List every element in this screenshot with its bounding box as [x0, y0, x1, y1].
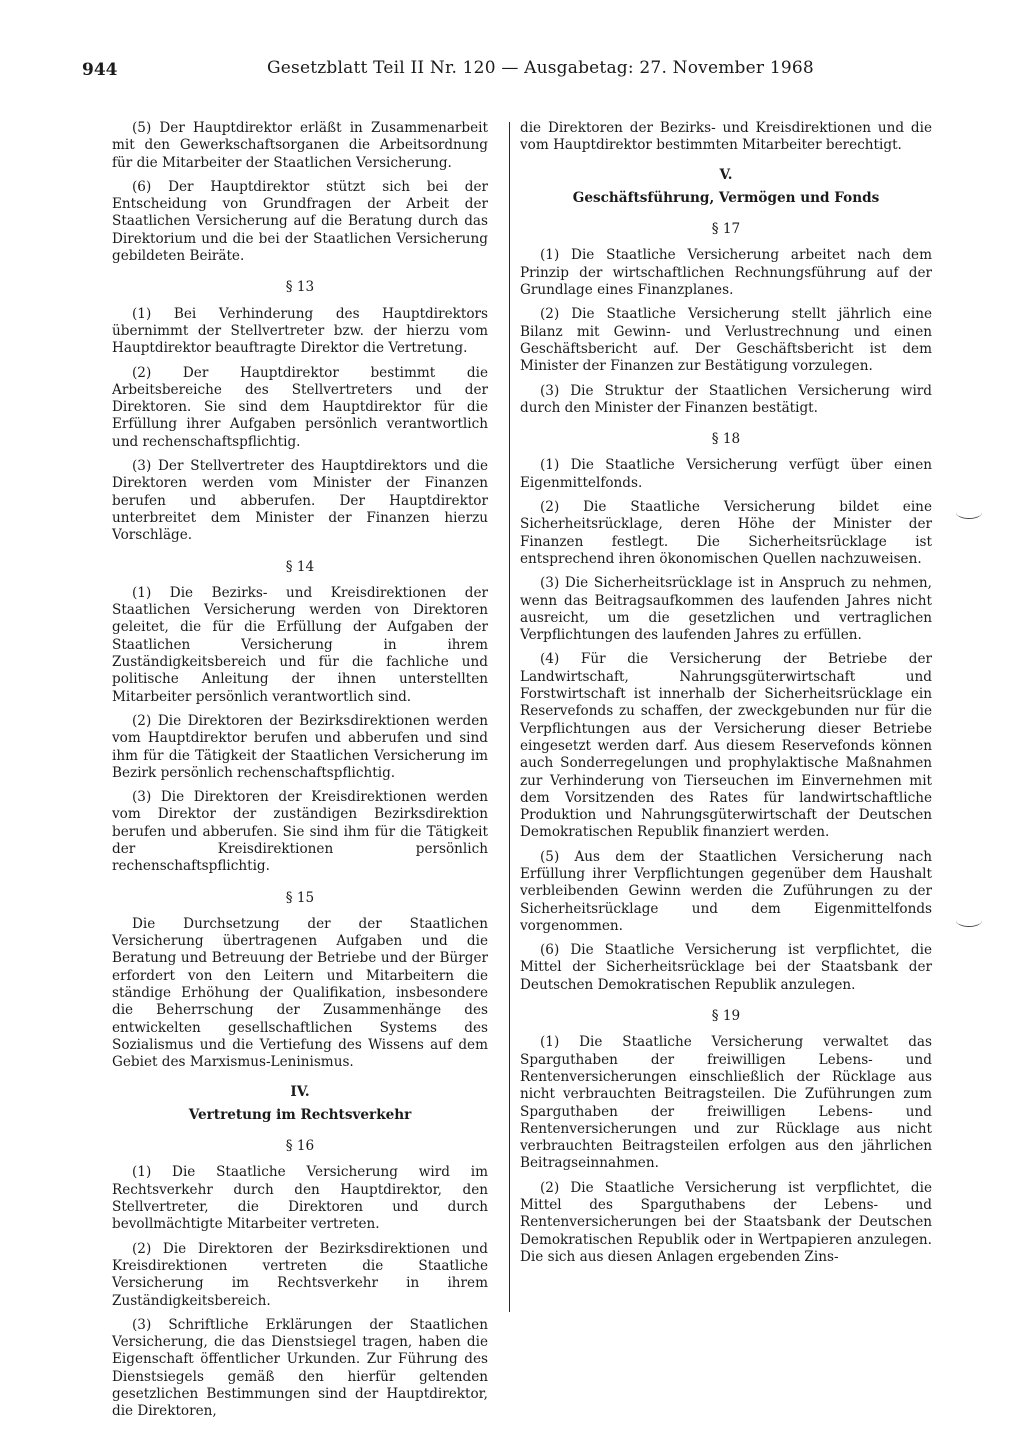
paragraph-continuation: die Direktoren der Bezirks- und Kreisdirektionen und die vom Hauptdirektor bestimmten Mitarbeiter berechtigt.: [520, 120, 932, 154]
section-number: § 19: [711, 1008, 741, 1025]
paragraph: (5) Aus dem der Staatlichen Versicherung nach Erfüllung ihrer Verpflichtungen gegenüber dem Haushalt verbleibenden Gewinn werden die Zuführungen zu der Sicherheitsrücklage und dem Eigenmittelfonds vorgenommen.: [520, 848, 932, 934]
section-number: § 17: [711, 221, 741, 238]
paragraph: Die Durchsetzung der der Staatlichen Versicherung übertragenen Aufgaben und die Beratung und Betreuung der Betriebe und der Bürger erfordert von den Leitern und Mitarbeitern die ständige Erhöhung der Qualifikation, insbesondere die Beherrschung der Zusammenhänge des entwickelten gesellschaftlichen Systems des Sozialismus und die Vertiefung des Wissens auf dem Gebiet des Marxismus-Leninismus.: [112, 915, 488, 1071]
column-divider: [509, 122, 510, 1312]
part-heading: Vertretung im Rechtsverkehr: [188, 1106, 412, 1123]
paragraph: (1) Die Staatliche Versicherung wird im Rechtsverkehr durch den Hauptdirektor, den Stellvertreter, die Direktoren und durch bevollmächtigte Mitarbeiter vertreten.: [112, 1164, 488, 1233]
left-column: [112, 120, 488, 1428]
paragraph: (2) Die Staatliche Versicherung stellt jährlich eine Bilanz mit Gewinn- und Verlustrechnung und einen Geschäftsbericht auf. Der Geschäftsbericht ist dem Minister der Finanzen zur Bestätigung vorzulegen.: [520, 306, 932, 375]
paragraph: (1) Die Staatliche Versicherung arbeitet nach dem Prinzip der wirtschaftlichen Rechnungsführung auf der Grundlage eines Finanzplanes.: [520, 247, 932, 299]
paragraph: (2) Die Staatliche Versicherung bildet eine Sicherheitsrücklage, deren Höhe der Minister der Finanzen festlegt. Die Sicherheitsrücklage ist entsprechend ihren ökonomischen Quellen nachzuweisen.: [520, 499, 932, 567]
section-number: § 14: [285, 558, 315, 575]
paragraph: (1) Die Staatliche Versicherung verfügt über einen Eigenmittelfonds.: [520, 457, 932, 491]
section-number: § 18: [711, 431, 741, 448]
part-heading: Geschäftsführung, Vermögen und Fonds: [572, 189, 880, 206]
page-number: 944: [82, 60, 118, 80]
paragraph: (6) Der Hauptdirektor stützt sich bei der Entscheidung von Grundfragen der Arbeit der Staatlichen Versicherung auf die Beratung durch das Direktorium und die bei der Staatlichen Versicherung gebildeten Beiräte.: [112, 178, 488, 265]
paragraph: (2) Der Hauptdirektor bestimmt die Arbeitsbereiche des Stellvertreters und der Direktoren. Sie sind dem Hauptdirektor für die Erfüllung ihrer Aufgaben persönlich verantwortlich und rechenschaftspflichtig.: [112, 364, 488, 450]
margin-mark: [956, 506, 982, 519]
paragraph: (3) Die Direktoren der Kreisdirektionen werden vom Direktor der zuständigen Bezirksdirektion berufen und abberufen. Sie sind ihm für die Tätigkeit der Kreisdirektionen persönlich rechenschaftspflichtig.: [112, 789, 488, 875]
section-number: § 13: [285, 279, 315, 296]
part-number: V.: [719, 166, 733, 183]
paragraph: (2) Die Direktoren der Bezirksdirektionen und Kreisdirektionen vertreten die Staatliche Versicherung im Rechtsverkehr in ihrem Zuständigkeitsbereich.: [112, 1240, 488, 1309]
paragraph: (1) Die Bezirks- und Kreisdirektionen der Staatlichen Versicherung werden von Direktoren geleitet, die für die Erfüllung der Aufgaben der Staatlichen Versicherung in ihrem Zuständigkeitsbereich und für die fachliche und politische Anleitung der ihnen unterstellten Mitarbeiter persönlich verantwortlich sind.: [112, 584, 488, 705]
paragraph: (2) Die Direktoren der Bezirksdirektionen werden vom Hauptdirektor berufen und abberufen und sind ihm für die Tätigkeit der Staatlichen Versicherung im Bezirk persönlich rechenschaftspflichtig.: [112, 712, 488, 781]
margin-mark: [956, 914, 982, 927]
paragraph: (3) Die Sicherheitsrücklage ist in Anspruch zu nehmen, wenn das Beitragsaufkommen des laufenden Jahres nicht ausreicht, um die gesetzlichen und vertraglichen Verpflichtungen des laufenden Jahres zu erfüllen.: [520, 575, 932, 644]
paragraph: (3) Die Struktur der Staatlichen Versicherung wird durch den Minister der Finanzen bestätigt.: [520, 382, 932, 416]
paragraph: (1) Bei Verhinderung des Hauptdirektors übernimmt der Stellvertreter bzw. der hierzu vom Hauptdirektor beauftragte Direktor die Vertretung.: [112, 305, 488, 357]
right-column: [520, 120, 932, 1273]
paragraph: (2) Die Staatliche Versicherung ist verpflichtet, die Mittel des Sparguthabens der Lebens- und Rentenversicherungen bei der Staatsbank der Deutschen Demokratischen Republik oder in Wertpapieren anzulegen. Die sich aus diesen Anlagen ergebenden Zins-: [520, 1179, 932, 1265]
section-number: § 15: [285, 889, 315, 906]
paragraph: (4) Für die Versicherung der Betriebe der Landwirtschaft, Nahrungsgüterwirtschaft und Forstwirtschaft ist innerhalb der Sicherheitsrücklage ein Reservefonds zu schaffen, der zweckgebunden nur für die Verpflichtungen aus der Versicherung dieser Betriebe eingesetzt werden darf. Aus diesem Reservefonds können auch Sonderregelungen und prophylaktische Maßnahmen zur Verhinderung von Tierseuchen im Einvernehmen mit dem Vorsitzenden des Rates für landwirtschaftliche Produktion und Nahrungsgüterwirtschaft der Deutschen Demokratischen Republik finanziert werden.: [520, 651, 932, 841]
section-number: § 16: [285, 1138, 315, 1155]
paragraph: (1) Die Staatliche Versicherung verwaltet das Sparguthaben der freiwilligen Lebens- und Rentenversicherungen einschließlich der Rücklage aus nicht verbrauchten Beitragsteilen. Die Zuführungen zum Sparguthaben der freiwilligen Lebens- und Rentenversicherungen und zur Rücklage aus nicht verbrauchten Beitragsteilen erfolgen aus den jährlichen Beitragseinnahmen.: [520, 1034, 932, 1172]
paragraph: (3) Der Stellvertreter des Hauptdirektors und die Direktoren werden vom Minister der Finanzen berufen und abberufen. Der Hauptdirektor unterbreitet dem Minister der Finanzen hierzu Vorschläge.: [112, 458, 488, 544]
paragraph: (5) Der Hauptdirektor erläßt in Zusammenarbeit mit den Gewerkschaftsorganen die Arbeitsordnung für die Mitarbeiter der Staatlichen Versicherung.: [112, 120, 488, 171]
part-number: IV.: [290, 1083, 310, 1100]
paragraph: (3) Schriftliche Erklärungen der Staatlichen Versicherung, die das Dienstsiegel tragen, haben die Eigenschaft öffentlicher Urkunden. Zur Führung des Dienstsiegels gemäß den hierfür geltenden gesetzlichen Bestimmungen sind der Hauptdirektor, die Direktoren,: [112, 1316, 488, 1420]
header-title: Gesetzblatt Teil II Nr. 120 — Ausgabetag: 27. November 1968: [267, 58, 814, 78]
page-header: [82, 58, 942, 88]
paragraph: (6) Die Staatliche Versicherung ist verpflichtet, die Mittel der Sicherheitsrücklage bei der Staatsbank der Deutschen Demokratischen Republik anzulegen.: [520, 942, 932, 993]
